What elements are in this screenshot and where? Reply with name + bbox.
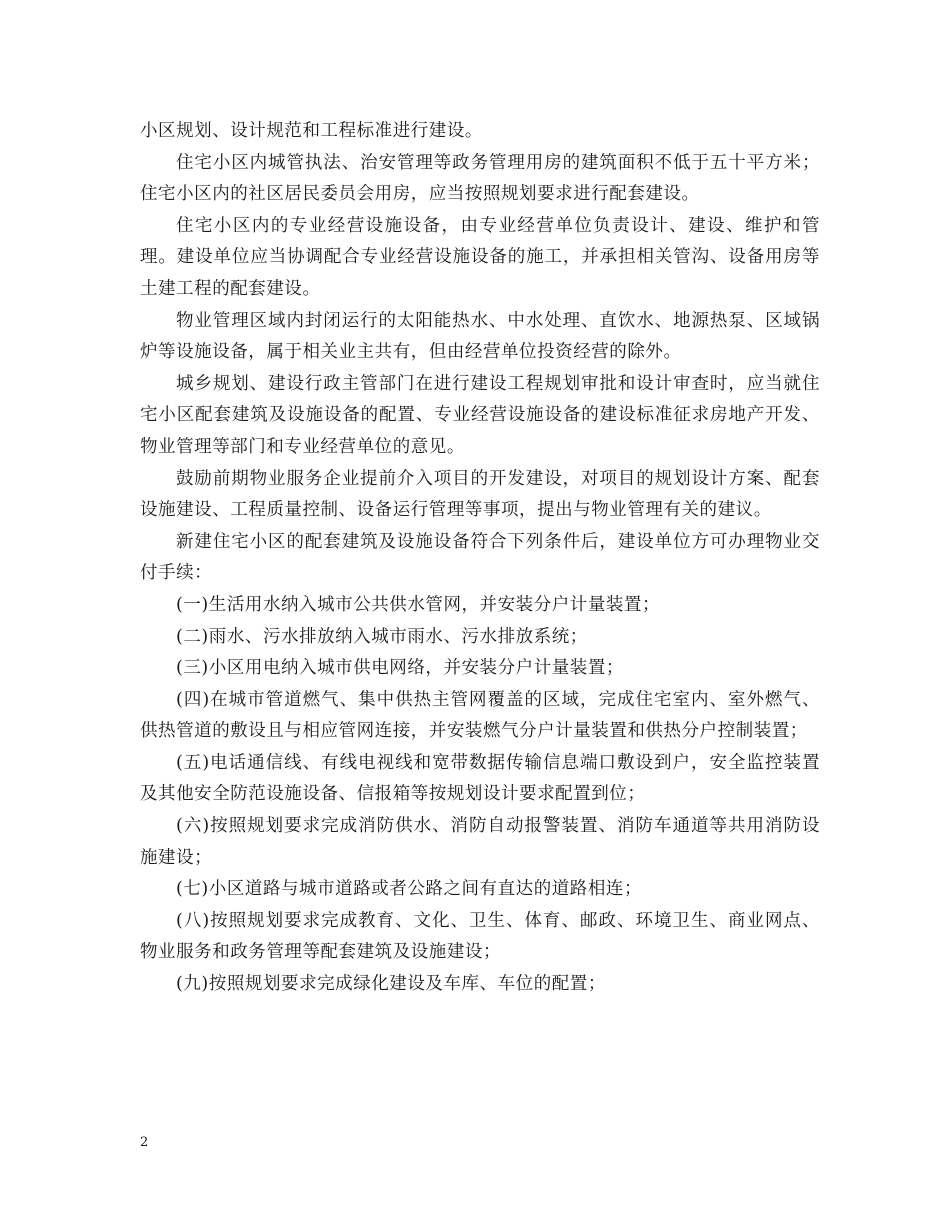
page-number: 2 [140, 1135, 149, 1150]
list-item-6: (六)按照规划要求完成消防供水、消防自动报警装置、消防车通道等共用消防设施建设； [140, 816, 820, 868]
body-text [140, 116, 820, 1001]
paragraph-early-involvement: 鼓励前期物业服务企业提前介入项目的开发建设，对项目的规划设计方案、配套设施建设、工程质量控制、设备运行管理等事项，提出与物业管理有关的建议。 [140, 468, 820, 521]
paragraph-closed-systems: 物业管理区域内封闭运行的太阳能热水、中水处理、直饮水、地源热泵、区域锅炉等设施设备，属于相关业主共有，但由经营单位投资经营的除外。 [140, 310, 820, 363]
paragraph-delivery-conditions: 新建住宅小区的配套建筑及设施设备符合下列条件后，建设单位方可办理物业交付手续： [140, 531, 820, 584]
list-item-9: (九)按照规划要求完成绿化建设及车库、车位的配置； [176, 974, 606, 995]
list-item-4: (四)在城市管道燃气、集中供热主管网覆盖的区域，完成住宅室内、室外燃气、供热管道的敷设且与相应管网连接，并安装燃气分户计量装置和供热分户控制装置； [140, 689, 820, 742]
paragraph-planning-review: 城乡规划、建设行政主管部门在进行建设工程规划审批和设计审查时，应当就住宅小区配套建筑及设施设备的配置、专业经营设施设备的建设标准征求房地产开发、物业管理等部门和专业经营单位的意见。 [140, 373, 820, 457]
paragraph-admin-housing: 住宅小区内城管执法、治安管理等政务管理用房的建筑面积不低于五十平方米；住宅小区内的社区居民委员会用房，应当按照规划要求进行配套建设。 [140, 152, 820, 205]
list-item-3: (三)小区用电纳入城市供电网络，并安装分户计量装置； [176, 658, 624, 679]
list-item-1: (一)生活用水纳入城市公共供水管网，并安装分户计量装置； [176, 594, 661, 615]
list-item-8: (八)按照规划要求完成教育、文化、卫生、体育、邮政、环境卫生、商业网点、物业服务和政务管理等配套建筑及设施建设； [140, 910, 820, 963]
list-item-2: (二)雨水、污水排放纳入城市雨水、污水排放系统； [176, 626, 588, 647]
paragraph-continuation: 小区规划、设计规范和工程标准进行建设。 [140, 121, 483, 141]
list-item-5: (五)电话通信线、有线电视线和宽带数据传输信息端口敷设到户，安全监控装置及其他安全防范设施设备、信报箱等按规划设计要求配置到位； [140, 752, 820, 805]
list-item-7: (七)小区道路与城市道路或者公路之间有直达的道路相连； [176, 879, 643, 900]
paragraph-professional-facilities: 住宅小区内的专业经营设施设备，由专业经营单位负责设计、建设、维护和管理。建设单位应当协调配合专业经营设施设备的施工，并承担相关管沟、设备用房等土建工程的配套建设。 [140, 215, 820, 299]
